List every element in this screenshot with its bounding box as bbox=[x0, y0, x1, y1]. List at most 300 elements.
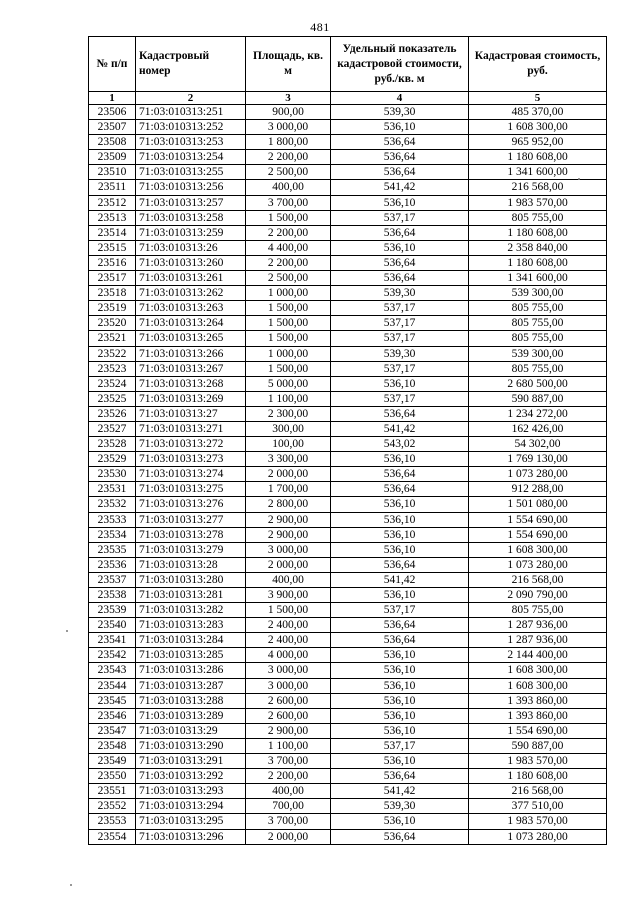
specific-value-cell: 536,10 bbox=[331, 452, 469, 467]
specific-value-cell: 539,30 bbox=[331, 799, 469, 814]
row-number-cell: 23508 bbox=[89, 135, 136, 150]
area-cell: 5 000,00 bbox=[246, 376, 331, 391]
row-number-cell: 23551 bbox=[89, 784, 136, 799]
table-row bbox=[89, 437, 607, 452]
row-number-cell: 23529 bbox=[89, 452, 136, 467]
area-cell: 1 800,00 bbox=[246, 135, 331, 150]
row-number-cell: 23531 bbox=[89, 482, 136, 497]
table-row bbox=[89, 618, 607, 633]
cadastral-value-cell: 1 287 936,00 bbox=[469, 633, 607, 648]
area-cell: 1 500,00 bbox=[246, 210, 331, 225]
specific-value-cell: 537,17 bbox=[331, 603, 469, 618]
cadastral-value-cell: 1 073 280,00 bbox=[469, 557, 607, 572]
cadastral-number-cell: 71:03:010313:290 bbox=[136, 738, 246, 753]
cadastral-number-cell: 71:03:010313:256 bbox=[136, 180, 246, 195]
cadastral-number-cell: 71:03:010313:292 bbox=[136, 769, 246, 784]
specific-value-cell: 536,10 bbox=[331, 240, 469, 255]
specific-value-cell: 536,64 bbox=[331, 406, 469, 421]
area-cell: 2 200,00 bbox=[246, 225, 331, 240]
row-number-cell: 23515 bbox=[89, 240, 136, 255]
cadastral-value-cell: 539 300,00 bbox=[469, 286, 607, 301]
header-specific-value: Удельный показатель кадастровой стоимости, руб./кв. м bbox=[331, 37, 469, 92]
area-cell: 1 100,00 bbox=[246, 391, 331, 406]
cadastral-number-cell: 71:03:010313:289 bbox=[136, 708, 246, 723]
scan-speck bbox=[70, 884, 72, 886]
row-number-cell: 23554 bbox=[89, 829, 136, 844]
table-row bbox=[89, 331, 607, 346]
table-row bbox=[89, 708, 607, 723]
cadastral-number-cell: 71:03:010313:282 bbox=[136, 603, 246, 618]
area-cell: 2 000,00 bbox=[246, 557, 331, 572]
row-number-cell: 23546 bbox=[89, 708, 136, 723]
cadastral-number-cell: 71:03:010313:272 bbox=[136, 437, 246, 452]
table-row bbox=[89, 814, 607, 829]
area-cell: 400,00 bbox=[246, 572, 331, 587]
table-row bbox=[89, 195, 607, 210]
header-cadastral-value: Кадастровая стоимость, руб. bbox=[469, 37, 607, 92]
specific-value-cell: 541,42 bbox=[331, 784, 469, 799]
area-cell: 4 000,00 bbox=[246, 648, 331, 663]
cadastral-number-cell: 71:03:010313:261 bbox=[136, 271, 246, 286]
specific-value-cell: 536,64 bbox=[331, 150, 469, 165]
page-number: 481 bbox=[310, 20, 330, 34]
table-row bbox=[89, 723, 607, 738]
row-number-cell: 23513 bbox=[89, 210, 136, 225]
column-number: 2 bbox=[136, 92, 246, 105]
specific-value-cell: 537,17 bbox=[331, 331, 469, 346]
row-number-cell: 23544 bbox=[89, 678, 136, 693]
row-number-cell: 23512 bbox=[89, 195, 136, 210]
cadastral-number-cell: 71:03:010313:258 bbox=[136, 210, 246, 225]
row-number-cell: 23550 bbox=[89, 769, 136, 784]
area-cell: 3 300,00 bbox=[246, 452, 331, 467]
specific-value-cell: 536,10 bbox=[331, 648, 469, 663]
cadastral-value-cell: 1 983 570,00 bbox=[469, 754, 607, 769]
cadastral-value-cell: 377 510,00 bbox=[469, 799, 607, 814]
table-row bbox=[89, 210, 607, 225]
row-number-cell: 23528 bbox=[89, 437, 136, 452]
row-number-cell: 23524 bbox=[89, 376, 136, 391]
cadastral-number-cell: 71:03:010313:251 bbox=[136, 105, 246, 120]
specific-value-cell: 536,10 bbox=[331, 542, 469, 557]
cadastral-value-cell: 2 090 790,00 bbox=[469, 588, 607, 603]
cadastral-number-cell: 71:03:010313:255 bbox=[136, 165, 246, 180]
table-row bbox=[89, 482, 607, 497]
header-cadastral-number: Кадастровый номер bbox=[136, 37, 246, 92]
table-row bbox=[89, 754, 607, 769]
specific-value-cell: 536,10 bbox=[331, 512, 469, 527]
cadastral-value-cell: 216 568,00 bbox=[469, 180, 607, 195]
cadastral-number-cell: 71:03:010313:274 bbox=[136, 467, 246, 482]
row-number-cell: 23525 bbox=[89, 391, 136, 406]
cadastral-number-cell: 71:03:010313:259 bbox=[136, 225, 246, 240]
cadastral-number-cell: 71:03:010313:262 bbox=[136, 286, 246, 301]
cadastral-value-cell: 1 769 130,00 bbox=[469, 452, 607, 467]
cadastral-value-cell: 1 287 936,00 bbox=[469, 618, 607, 633]
cadastral-value-table bbox=[88, 36, 607, 845]
area-cell: 3 700,00 bbox=[246, 814, 331, 829]
table-row bbox=[89, 693, 607, 708]
row-number-cell: 23535 bbox=[89, 542, 136, 557]
cadastral-value-cell: 2 144 400,00 bbox=[469, 648, 607, 663]
specific-value-cell: 536,10 bbox=[331, 120, 469, 135]
column-number: 3 bbox=[246, 92, 331, 105]
cadastral-value-cell: 1 234 272,00 bbox=[469, 406, 607, 421]
scan-speck bbox=[66, 630, 68, 632]
cadastral-number-cell: 71:03:010313:26 bbox=[136, 240, 246, 255]
row-number-cell: 23545 bbox=[89, 693, 136, 708]
table-row bbox=[89, 421, 607, 436]
cadastral-number-cell: 71:03:010313:284 bbox=[136, 633, 246, 648]
specific-value-cell: 536,64 bbox=[331, 135, 469, 150]
area-cell: 100,00 bbox=[246, 437, 331, 452]
table-row bbox=[89, 542, 607, 557]
specific-value-cell: 536,10 bbox=[331, 754, 469, 769]
cadastral-value-cell: 216 568,00 bbox=[469, 572, 607, 587]
header-row-number: № п/п bbox=[89, 37, 136, 92]
cadastral-value-cell: 485 370,00 bbox=[469, 105, 607, 120]
area-cell: 2 500,00 bbox=[246, 271, 331, 286]
cadastral-value-cell: 590 887,00 bbox=[469, 391, 607, 406]
area-cell: 1 500,00 bbox=[246, 331, 331, 346]
row-number-cell: 23530 bbox=[89, 467, 136, 482]
area-cell: 2 900,00 bbox=[246, 527, 331, 542]
row-number-cell: 23509 bbox=[89, 150, 136, 165]
cadastral-value-cell: 54 302,00 bbox=[469, 437, 607, 452]
area-cell: 1 500,00 bbox=[246, 603, 331, 618]
cadastral-number-cell: 71:03:010313:260 bbox=[136, 255, 246, 270]
table-row bbox=[89, 165, 607, 180]
table-row bbox=[89, 467, 607, 482]
cadastral-number-cell: 71:03:010313:293 bbox=[136, 784, 246, 799]
scan-speck bbox=[578, 178, 580, 180]
area-cell: 3 700,00 bbox=[246, 195, 331, 210]
table-row bbox=[89, 225, 607, 240]
table-row bbox=[89, 346, 607, 361]
specific-value-cell: 536,10 bbox=[331, 814, 469, 829]
cadastral-value-cell: 2 680 500,00 bbox=[469, 376, 607, 391]
area-cell: 3 900,00 bbox=[246, 588, 331, 603]
cadastral-value-cell: 1 554 690,00 bbox=[469, 527, 607, 542]
area-cell: 1 500,00 bbox=[246, 361, 331, 376]
cadastral-number-cell: 71:03:010313:263 bbox=[136, 301, 246, 316]
row-number-cell: 23549 bbox=[89, 754, 136, 769]
cadastral-value-cell: 805 755,00 bbox=[469, 210, 607, 225]
row-number-cell: 23517 bbox=[89, 271, 136, 286]
area-cell: 2 200,00 bbox=[246, 255, 331, 270]
specific-value-cell: 536,10 bbox=[331, 376, 469, 391]
cadastral-value-cell: 805 755,00 bbox=[469, 331, 607, 346]
specific-value-cell: 541,42 bbox=[331, 572, 469, 587]
row-number-cell: 23520 bbox=[89, 316, 136, 331]
area-cell: 2 900,00 bbox=[246, 512, 331, 527]
row-number-cell: 23538 bbox=[89, 588, 136, 603]
cadastral-value-cell: 539 300,00 bbox=[469, 346, 607, 361]
specific-value-cell: 536,10 bbox=[331, 527, 469, 542]
row-number-cell: 23523 bbox=[89, 361, 136, 376]
area-cell: 2 000,00 bbox=[246, 467, 331, 482]
cadastral-value-cell: 805 755,00 bbox=[469, 603, 607, 618]
table-row bbox=[89, 120, 607, 135]
specific-value-cell: 536,64 bbox=[331, 482, 469, 497]
specific-value-cell: 537,17 bbox=[331, 391, 469, 406]
cadastral-value-cell: 1 341 600,00 bbox=[469, 271, 607, 286]
cadastral-value-cell: 1 983 570,00 bbox=[469, 195, 607, 210]
table-row bbox=[89, 497, 607, 512]
cadastral-value-cell: 1 180 608,00 bbox=[469, 769, 607, 784]
cadastral-value-cell: 1 180 608,00 bbox=[469, 150, 607, 165]
row-number-cell: 23507 bbox=[89, 120, 136, 135]
cadastral-number-cell: 71:03:010313:287 bbox=[136, 678, 246, 693]
table-row bbox=[89, 512, 607, 527]
specific-value-cell: 539,30 bbox=[331, 286, 469, 301]
table-row bbox=[89, 361, 607, 376]
row-number-cell: 23542 bbox=[89, 648, 136, 663]
area-cell: 1 500,00 bbox=[246, 316, 331, 331]
area-cell: 400,00 bbox=[246, 180, 331, 195]
specific-value-cell: 536,10 bbox=[331, 588, 469, 603]
table-row bbox=[89, 663, 607, 678]
specific-value-cell: 536,64 bbox=[331, 271, 469, 286]
table-row bbox=[89, 678, 607, 693]
cadastral-value-cell: 1 180 608,00 bbox=[469, 225, 607, 240]
cadastral-value-cell: 1 608 300,00 bbox=[469, 663, 607, 678]
row-number-cell: 23548 bbox=[89, 738, 136, 753]
specific-value-cell: 541,42 bbox=[331, 180, 469, 195]
column-number: 5 bbox=[469, 92, 607, 105]
table-header-row bbox=[89, 37, 607, 92]
specific-value-cell: 541,42 bbox=[331, 421, 469, 436]
area-cell: 3 000,00 bbox=[246, 542, 331, 557]
cadastral-number-cell: 71:03:010313:276 bbox=[136, 497, 246, 512]
specific-value-cell: 536,10 bbox=[331, 723, 469, 738]
row-number-cell: 23539 bbox=[89, 603, 136, 618]
row-number-cell: 23536 bbox=[89, 557, 136, 572]
table-row bbox=[89, 572, 607, 587]
area-cell: 3 000,00 bbox=[246, 120, 331, 135]
row-number-cell: 23533 bbox=[89, 512, 136, 527]
cadastral-number-cell: 71:03:010313:252 bbox=[136, 120, 246, 135]
column-number-row bbox=[89, 92, 607, 105]
cadastral-number-cell: 71:03:010313:267 bbox=[136, 361, 246, 376]
specific-value-cell: 536,10 bbox=[331, 708, 469, 723]
row-number-cell: 23526 bbox=[89, 406, 136, 421]
specific-value-cell: 536,64 bbox=[331, 769, 469, 784]
row-number-cell: 23521 bbox=[89, 331, 136, 346]
cadastral-value-cell: 805 755,00 bbox=[469, 316, 607, 331]
cadastral-value-cell: 1 608 300,00 bbox=[469, 678, 607, 693]
cadastral-value-cell: 1 554 690,00 bbox=[469, 512, 607, 527]
cadastral-number-cell: 71:03:010313:269 bbox=[136, 391, 246, 406]
specific-value-cell: 536,64 bbox=[331, 467, 469, 482]
cadastral-number-cell: 71:03:010313:277 bbox=[136, 512, 246, 527]
specific-value-cell: 543,02 bbox=[331, 437, 469, 452]
cadastral-value-cell: 1 073 280,00 bbox=[469, 467, 607, 482]
cadastral-number-cell: 71:03:010313:254 bbox=[136, 150, 246, 165]
table-row bbox=[89, 633, 607, 648]
row-number-cell: 23511 bbox=[89, 180, 136, 195]
area-cell: 900,00 bbox=[246, 105, 331, 120]
table-row bbox=[89, 603, 607, 618]
cadastral-number-cell: 71:03:010313:265 bbox=[136, 331, 246, 346]
cadastral-number-cell: 71:03:010313:288 bbox=[136, 693, 246, 708]
table-row bbox=[89, 738, 607, 753]
row-number-cell: 23518 bbox=[89, 286, 136, 301]
area-cell: 2 900,00 bbox=[246, 723, 331, 738]
cadastral-value-cell: 1 554 690,00 bbox=[469, 723, 607, 738]
table-row bbox=[89, 799, 607, 814]
row-number-cell: 23543 bbox=[89, 663, 136, 678]
specific-value-cell: 536,10 bbox=[331, 195, 469, 210]
cadastral-value-cell: 1 180 608,00 bbox=[469, 255, 607, 270]
area-cell: 2 400,00 bbox=[246, 618, 331, 633]
row-number-cell: 23541 bbox=[89, 633, 136, 648]
cadastral-number-cell: 71:03:010313:285 bbox=[136, 648, 246, 663]
row-number-cell: 23540 bbox=[89, 618, 136, 633]
area-cell: 2 500,00 bbox=[246, 165, 331, 180]
table-row bbox=[89, 271, 607, 286]
cadastral-number-cell: 71:03:010313:291 bbox=[136, 754, 246, 769]
cadastral-number-cell: 71:03:010313:271 bbox=[136, 421, 246, 436]
cadastral-value-cell: 1 608 300,00 bbox=[469, 542, 607, 557]
specific-value-cell: 537,17 bbox=[331, 301, 469, 316]
table-row bbox=[89, 588, 607, 603]
row-number-cell: 23527 bbox=[89, 421, 136, 436]
cadastral-value-cell: 1 073 280,00 bbox=[469, 829, 607, 844]
cadastral-number-cell: 71:03:010313:278 bbox=[136, 527, 246, 542]
area-cell: 2 600,00 bbox=[246, 708, 331, 723]
cadastral-number-cell: 71:03:010313:253 bbox=[136, 135, 246, 150]
specific-value-cell: 536,10 bbox=[331, 678, 469, 693]
table-row bbox=[89, 784, 607, 799]
area-cell: 1 000,00 bbox=[246, 346, 331, 361]
cadastral-number-cell: 71:03:010313:29 bbox=[136, 723, 246, 738]
table-row bbox=[89, 180, 607, 195]
row-number-cell: 23514 bbox=[89, 225, 136, 240]
cadastral-number-cell: 71:03:010313:279 bbox=[136, 542, 246, 557]
specific-value-cell: 537,17 bbox=[331, 316, 469, 331]
table-row bbox=[89, 105, 607, 120]
area-cell: 1 100,00 bbox=[246, 738, 331, 753]
specific-value-cell: 539,30 bbox=[331, 105, 469, 120]
area-cell: 3 000,00 bbox=[246, 678, 331, 693]
specific-value-cell: 536,64 bbox=[331, 165, 469, 180]
cadastral-number-cell: 71:03:010313:286 bbox=[136, 663, 246, 678]
table-row bbox=[89, 301, 607, 316]
area-cell: 1 500,00 bbox=[246, 301, 331, 316]
header-area: Площадь, кв. м bbox=[246, 37, 331, 92]
area-cell: 3 700,00 bbox=[246, 754, 331, 769]
row-number-cell: 23522 bbox=[89, 346, 136, 361]
cadastral-value-cell: 2 358 840,00 bbox=[469, 240, 607, 255]
cadastral-value-cell: 912 288,00 bbox=[469, 482, 607, 497]
table-row bbox=[89, 135, 607, 150]
cadastral-value-cell: 1 341 600,00 bbox=[469, 165, 607, 180]
cadastral-value-cell: 805 755,00 bbox=[469, 361, 607, 376]
specific-value-cell: 536,10 bbox=[331, 663, 469, 678]
table-row bbox=[89, 452, 607, 467]
table-row bbox=[89, 376, 607, 391]
area-cell: 1 700,00 bbox=[246, 482, 331, 497]
cadastral-number-cell: 71:03:010313:294 bbox=[136, 799, 246, 814]
area-cell: 2 200,00 bbox=[246, 150, 331, 165]
cadastral-number-cell: 71:03:010313:273 bbox=[136, 452, 246, 467]
table-row bbox=[89, 240, 607, 255]
table-row bbox=[89, 150, 607, 165]
cadastral-value-cell: 1 501 080,00 bbox=[469, 497, 607, 512]
specific-value-cell: 536,64 bbox=[331, 255, 469, 270]
cadastral-value-cell: 590 887,00 bbox=[469, 738, 607, 753]
area-cell: 3 000,00 bbox=[246, 663, 331, 678]
specific-value-cell: 536,10 bbox=[331, 693, 469, 708]
table-row bbox=[89, 557, 607, 572]
area-cell: 2 400,00 bbox=[246, 633, 331, 648]
cadastral-number-cell: 71:03:010313:295 bbox=[136, 814, 246, 829]
column-number: 1 bbox=[89, 92, 136, 105]
row-number-cell: 23547 bbox=[89, 723, 136, 738]
table-row bbox=[89, 316, 607, 331]
specific-value-cell: 536,10 bbox=[331, 497, 469, 512]
row-number-cell: 23519 bbox=[89, 301, 136, 316]
area-cell: 400,00 bbox=[246, 784, 331, 799]
table-row bbox=[89, 527, 607, 542]
area-cell: 2 600,00 bbox=[246, 693, 331, 708]
column-number: 4 bbox=[331, 92, 469, 105]
cadastral-number-cell: 71:03:010313:266 bbox=[136, 346, 246, 361]
specific-value-cell: 536,64 bbox=[331, 618, 469, 633]
cadastral-number-cell: 71:03:010313:281 bbox=[136, 588, 246, 603]
row-number-cell: 23516 bbox=[89, 255, 136, 270]
row-number-cell: 23552 bbox=[89, 799, 136, 814]
area-cell: 2 800,00 bbox=[246, 497, 331, 512]
specific-value-cell: 536,64 bbox=[331, 829, 469, 844]
specific-value-cell: 536,64 bbox=[331, 633, 469, 648]
cadastral-number-cell: 71:03:010313:296 bbox=[136, 829, 246, 844]
cadastral-value-cell: 805 755,00 bbox=[469, 301, 607, 316]
cadastral-value-cell: 1 393 860,00 bbox=[469, 693, 607, 708]
area-cell: 300,00 bbox=[246, 421, 331, 436]
table-row bbox=[89, 769, 607, 784]
table-row bbox=[89, 286, 607, 301]
cadastral-value-cell: 1 608 300,00 bbox=[469, 120, 607, 135]
specific-value-cell: 539,30 bbox=[331, 346, 469, 361]
area-cell: 1 000,00 bbox=[246, 286, 331, 301]
table-row bbox=[89, 406, 607, 421]
row-number-cell: 23506 bbox=[89, 105, 136, 120]
table-body bbox=[89, 105, 607, 845]
table-row bbox=[89, 255, 607, 270]
specific-value-cell: 537,17 bbox=[331, 210, 469, 225]
cadastral-value-cell: 965 952,00 bbox=[469, 135, 607, 150]
specific-value-cell: 536,64 bbox=[331, 225, 469, 240]
cadastral-number-cell: 71:03:010313:280 bbox=[136, 572, 246, 587]
specific-value-cell: 536,64 bbox=[331, 557, 469, 572]
row-number-cell: 23537 bbox=[89, 572, 136, 587]
table-row bbox=[89, 391, 607, 406]
cadastral-number-cell: 71:03:010313:257 bbox=[136, 195, 246, 210]
cadastral-number-cell: 71:03:010313:28 bbox=[136, 557, 246, 572]
cadastral-number-cell: 71:03:010313:268 bbox=[136, 376, 246, 391]
row-number-cell: 23510 bbox=[89, 165, 136, 180]
row-number-cell: 23553 bbox=[89, 814, 136, 829]
cadastral-value-cell: 162 426,00 bbox=[469, 421, 607, 436]
specific-value-cell: 537,17 bbox=[331, 361, 469, 376]
cadastral-value-cell: 1 393 860,00 bbox=[469, 708, 607, 723]
cadastral-value-cell: 1 983 570,00 bbox=[469, 814, 607, 829]
row-number-cell: 23532 bbox=[89, 497, 136, 512]
cadastral-number-cell: 71:03:010313:275 bbox=[136, 482, 246, 497]
table-row bbox=[89, 829, 607, 844]
